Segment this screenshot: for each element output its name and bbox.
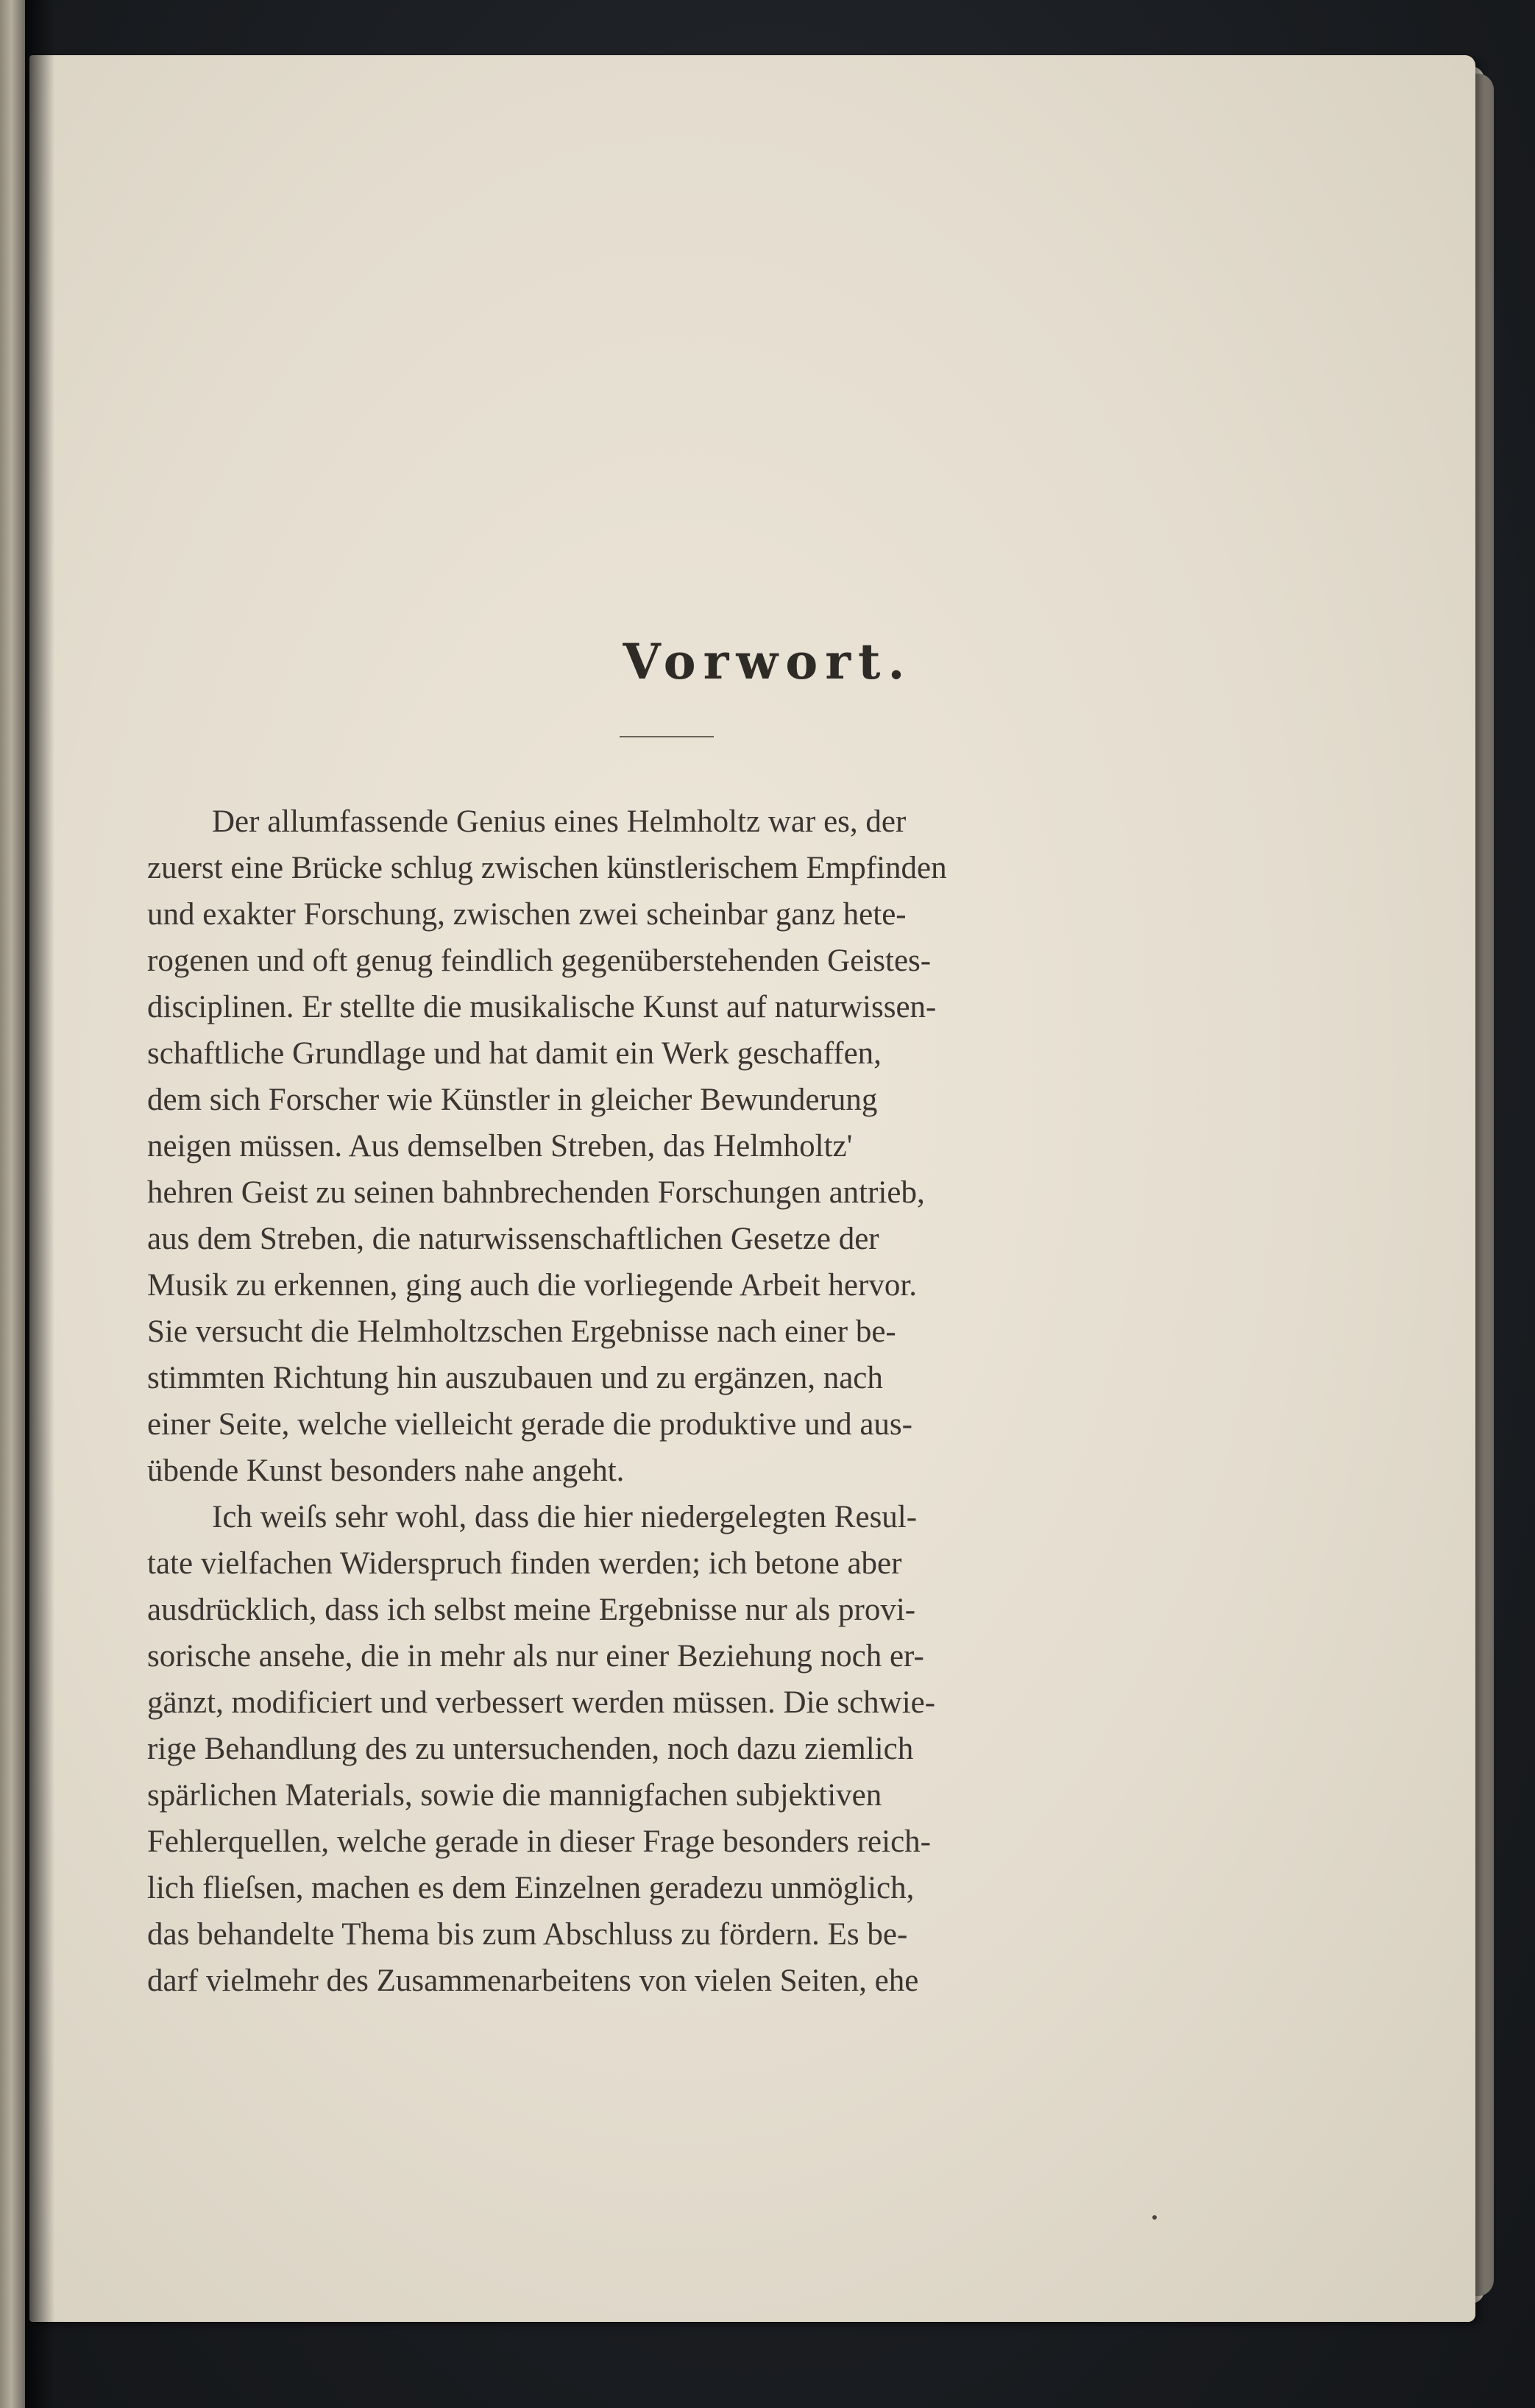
text-line: lich flieſsen, machen es dem Einzelnen geradezu unmöglich, <box>147 1871 915 1905</box>
text-line: und exakter Forschung, zwischen zwei scheinbar ganz hete- <box>147 897 907 932</box>
text-line: das behandelte Thema bis zum Abschluss zu fördern. Es be- <box>147 1917 908 1952</box>
text-line: neigen müssen. Aus demselben Streben, das Helmholtz' <box>147 1129 853 1164</box>
paragraph <box>147 798 1179 1494</box>
text-line: darf vielmehr des Zusammenarbeitens von vielen Seiten, ehe <box>147 1963 919 1998</box>
text-line: Ich weiſs sehr wohl, dass die hier niedergelegten Resul- <box>212 1500 918 1534</box>
paragraph <box>147 1494 1179 2004</box>
text-line: disciplinen. Er stellte die musikalische Kunst auf naturwissen- <box>147 990 937 1024</box>
text-line: dem sich Forscher wie Künstler in gleicher Bewunderung <box>147 1083 878 1117</box>
page-heading: Vorwort. <box>623 633 912 690</box>
text-line: rige Behandlung des zu untersuchenden, noch dazu ziemlich <box>147 1732 914 1766</box>
text-line: einer Seite, welche vielleicht gerade die produktive und aus- <box>147 1407 912 1442</box>
text-line: hehren Geist zu seinen bahnbrechenden Forschungen antrieb, <box>147 1175 925 1210</box>
text-line: Der allumfassende Genius eines Helmholtz war es, der <box>212 804 907 839</box>
text-line: aus dem Streben, die naturwissenschaftlichen Gesetze der <box>147 1222 879 1256</box>
text-line: schaftliche Grundlage und hat damit ein Werk geschaffen, <box>147 1036 882 1071</box>
book-cover-edge <box>0 0 25 2408</box>
heading-rule <box>620 736 714 737</box>
text-line: tate vielfachen Widerspruch finden werden; ich betone aber <box>147 1546 902 1581</box>
text-line: Musik zu erkennen, ging auch die vorliegende Arbeit hervor. <box>147 1268 918 1303</box>
text-line: rogenen und oft genug feindlich gegenüberstehenden Geistes- <box>147 943 932 978</box>
text-line: übende Kunst besonders nahe angeht. <box>147 1453 625 1488</box>
text-line: Fehlerquellen, welche gerade in dieser Frage besonders reich- <box>147 1824 931 1859</box>
page-mark <box>1152 2215 1157 2220</box>
text-line: gänzt, modificiert und verbessert werden müssen. Die schwie- <box>147 1685 936 1720</box>
gutter-shadow <box>25 0 54 2408</box>
text-line: sorische ansehe, die in mehr als nur einer Beziehung noch er- <box>147 1639 924 1674</box>
text-line: spärlichen Materials, sowie die mannigfachen subjektiven <box>147 1778 882 1813</box>
text-line: Sie versucht die Helmholtzschen Ergebnisse nach einer be- <box>147 1314 896 1349</box>
text-line: ausdrücklich, dass ich selbst meine Ergebnisse nur als provi- <box>147 1593 916 1627</box>
text-line: zuerst eine Brücke schlug zwischen künstlerischem Empfinden <box>147 851 947 885</box>
body-text <box>147 798 1179 2004</box>
text-line: stimmten Richtung hin auszubauen und zu ergänzen, nach <box>147 1361 883 1395</box>
